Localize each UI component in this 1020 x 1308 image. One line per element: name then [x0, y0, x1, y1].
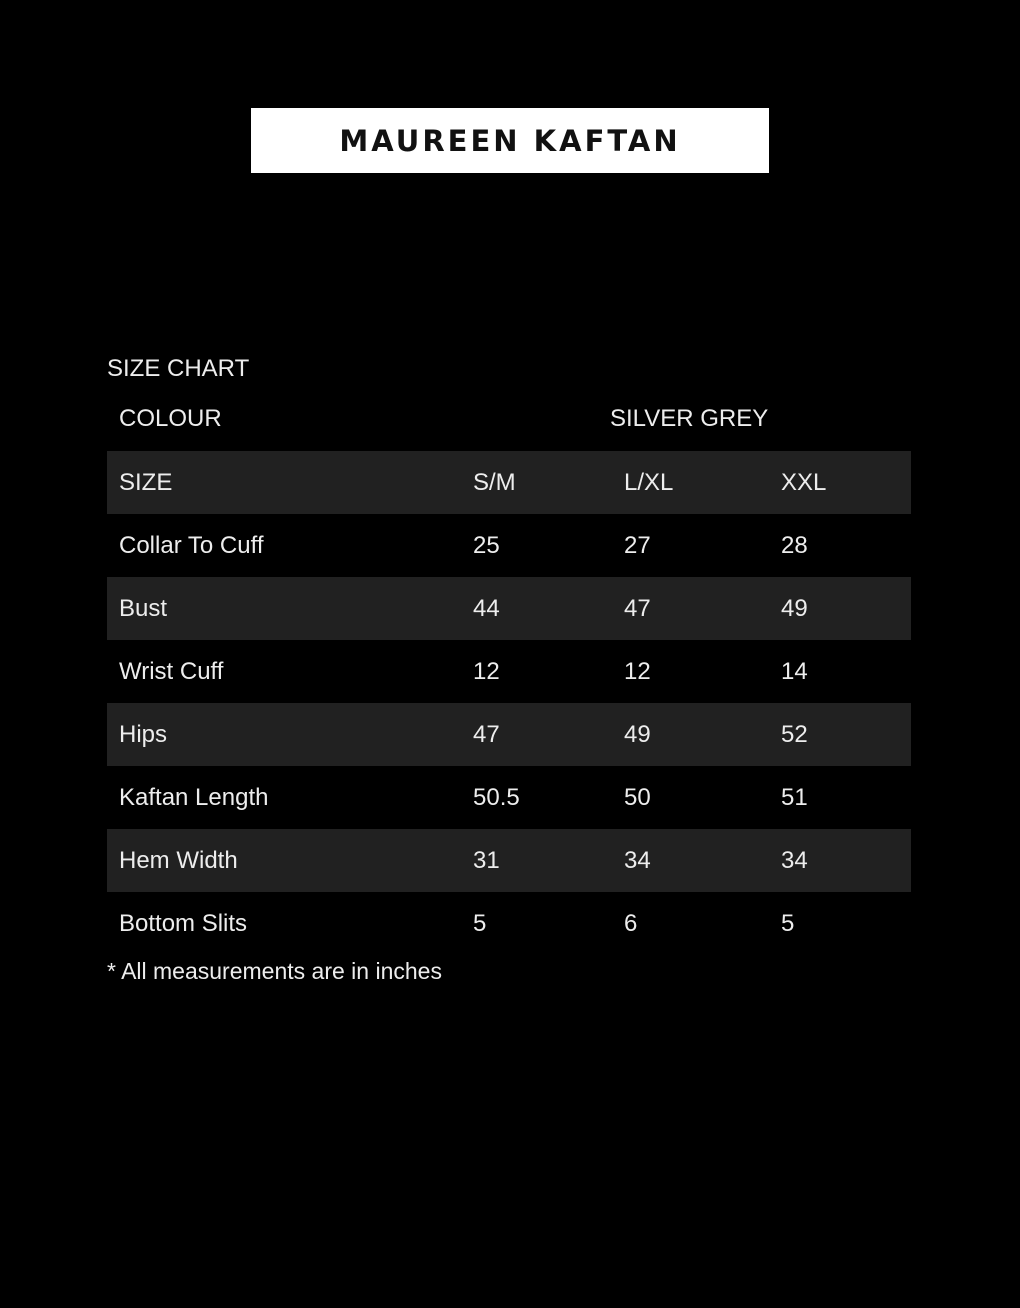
measurement-label: Wrist Cuff — [119, 658, 224, 685]
value-sm: 5 — [473, 910, 487, 937]
colour-value: SILVER GREY — [610, 405, 769, 432]
header-cell-xxl: XXL — [781, 469, 827, 496]
table-row — [107, 640, 911, 703]
header-cell-sm: S/M — [473, 469, 516, 496]
table-row — [107, 892, 911, 955]
measurement-label: Bust — [119, 595, 168, 622]
value-sm: 12 — [473, 658, 500, 685]
measurement-label: Hem Width — [119, 847, 238, 874]
value-sm: 25 — [473, 532, 500, 559]
value-xxl: 52 — [781, 721, 808, 748]
value-lxl: 27 — [624, 532, 651, 559]
measurement-label: Kaftan Length — [119, 784, 269, 811]
table-header-row — [107, 451, 911, 514]
value-lxl: 49 — [624, 721, 651, 748]
colour-row — [107, 400, 911, 440]
size-chart-heading: SIZE CHART — [107, 355, 250, 382]
header-cell-lxl: L/XL — [624, 469, 674, 496]
value-xxl: 51 — [781, 784, 808, 811]
value-xxl: 14 — [781, 658, 808, 685]
value-lxl: 50 — [624, 784, 651, 811]
value-lxl: 12 — [624, 658, 651, 685]
product-title-banner — [251, 108, 769, 173]
value-xxl: 49 — [781, 595, 808, 622]
header-cell-size: SIZE — [119, 469, 173, 496]
table-row — [107, 703, 911, 766]
value-xxl: 34 — [781, 847, 808, 874]
measurement-label: Bottom Slits — [119, 910, 248, 937]
table-row — [107, 766, 911, 829]
measurement-label: Collar To Cuff — [119, 532, 264, 559]
value-sm: 50.5 — [473, 784, 520, 811]
value-lxl: 34 — [624, 847, 651, 874]
size-table — [107, 451, 911, 955]
measurement-footnote: * All measurements are in inches — [107, 958, 442, 984]
value-sm: 31 — [473, 847, 500, 874]
value-xxl: 5 — [781, 910, 795, 937]
value-lxl: 6 — [624, 910, 638, 937]
value-xxl: 28 — [781, 532, 808, 559]
value-sm: 44 — [473, 595, 500, 622]
table-row — [107, 829, 911, 892]
table-row — [107, 577, 911, 640]
product-title: MAUREEN KAFTAN — [339, 123, 681, 158]
colour-label: COLOUR — [119, 405, 222, 432]
table-row — [107, 514, 911, 577]
value-lxl: 47 — [624, 595, 651, 622]
measurement-label: Hips — [119, 721, 168, 748]
value-sm: 47 — [473, 721, 500, 748]
